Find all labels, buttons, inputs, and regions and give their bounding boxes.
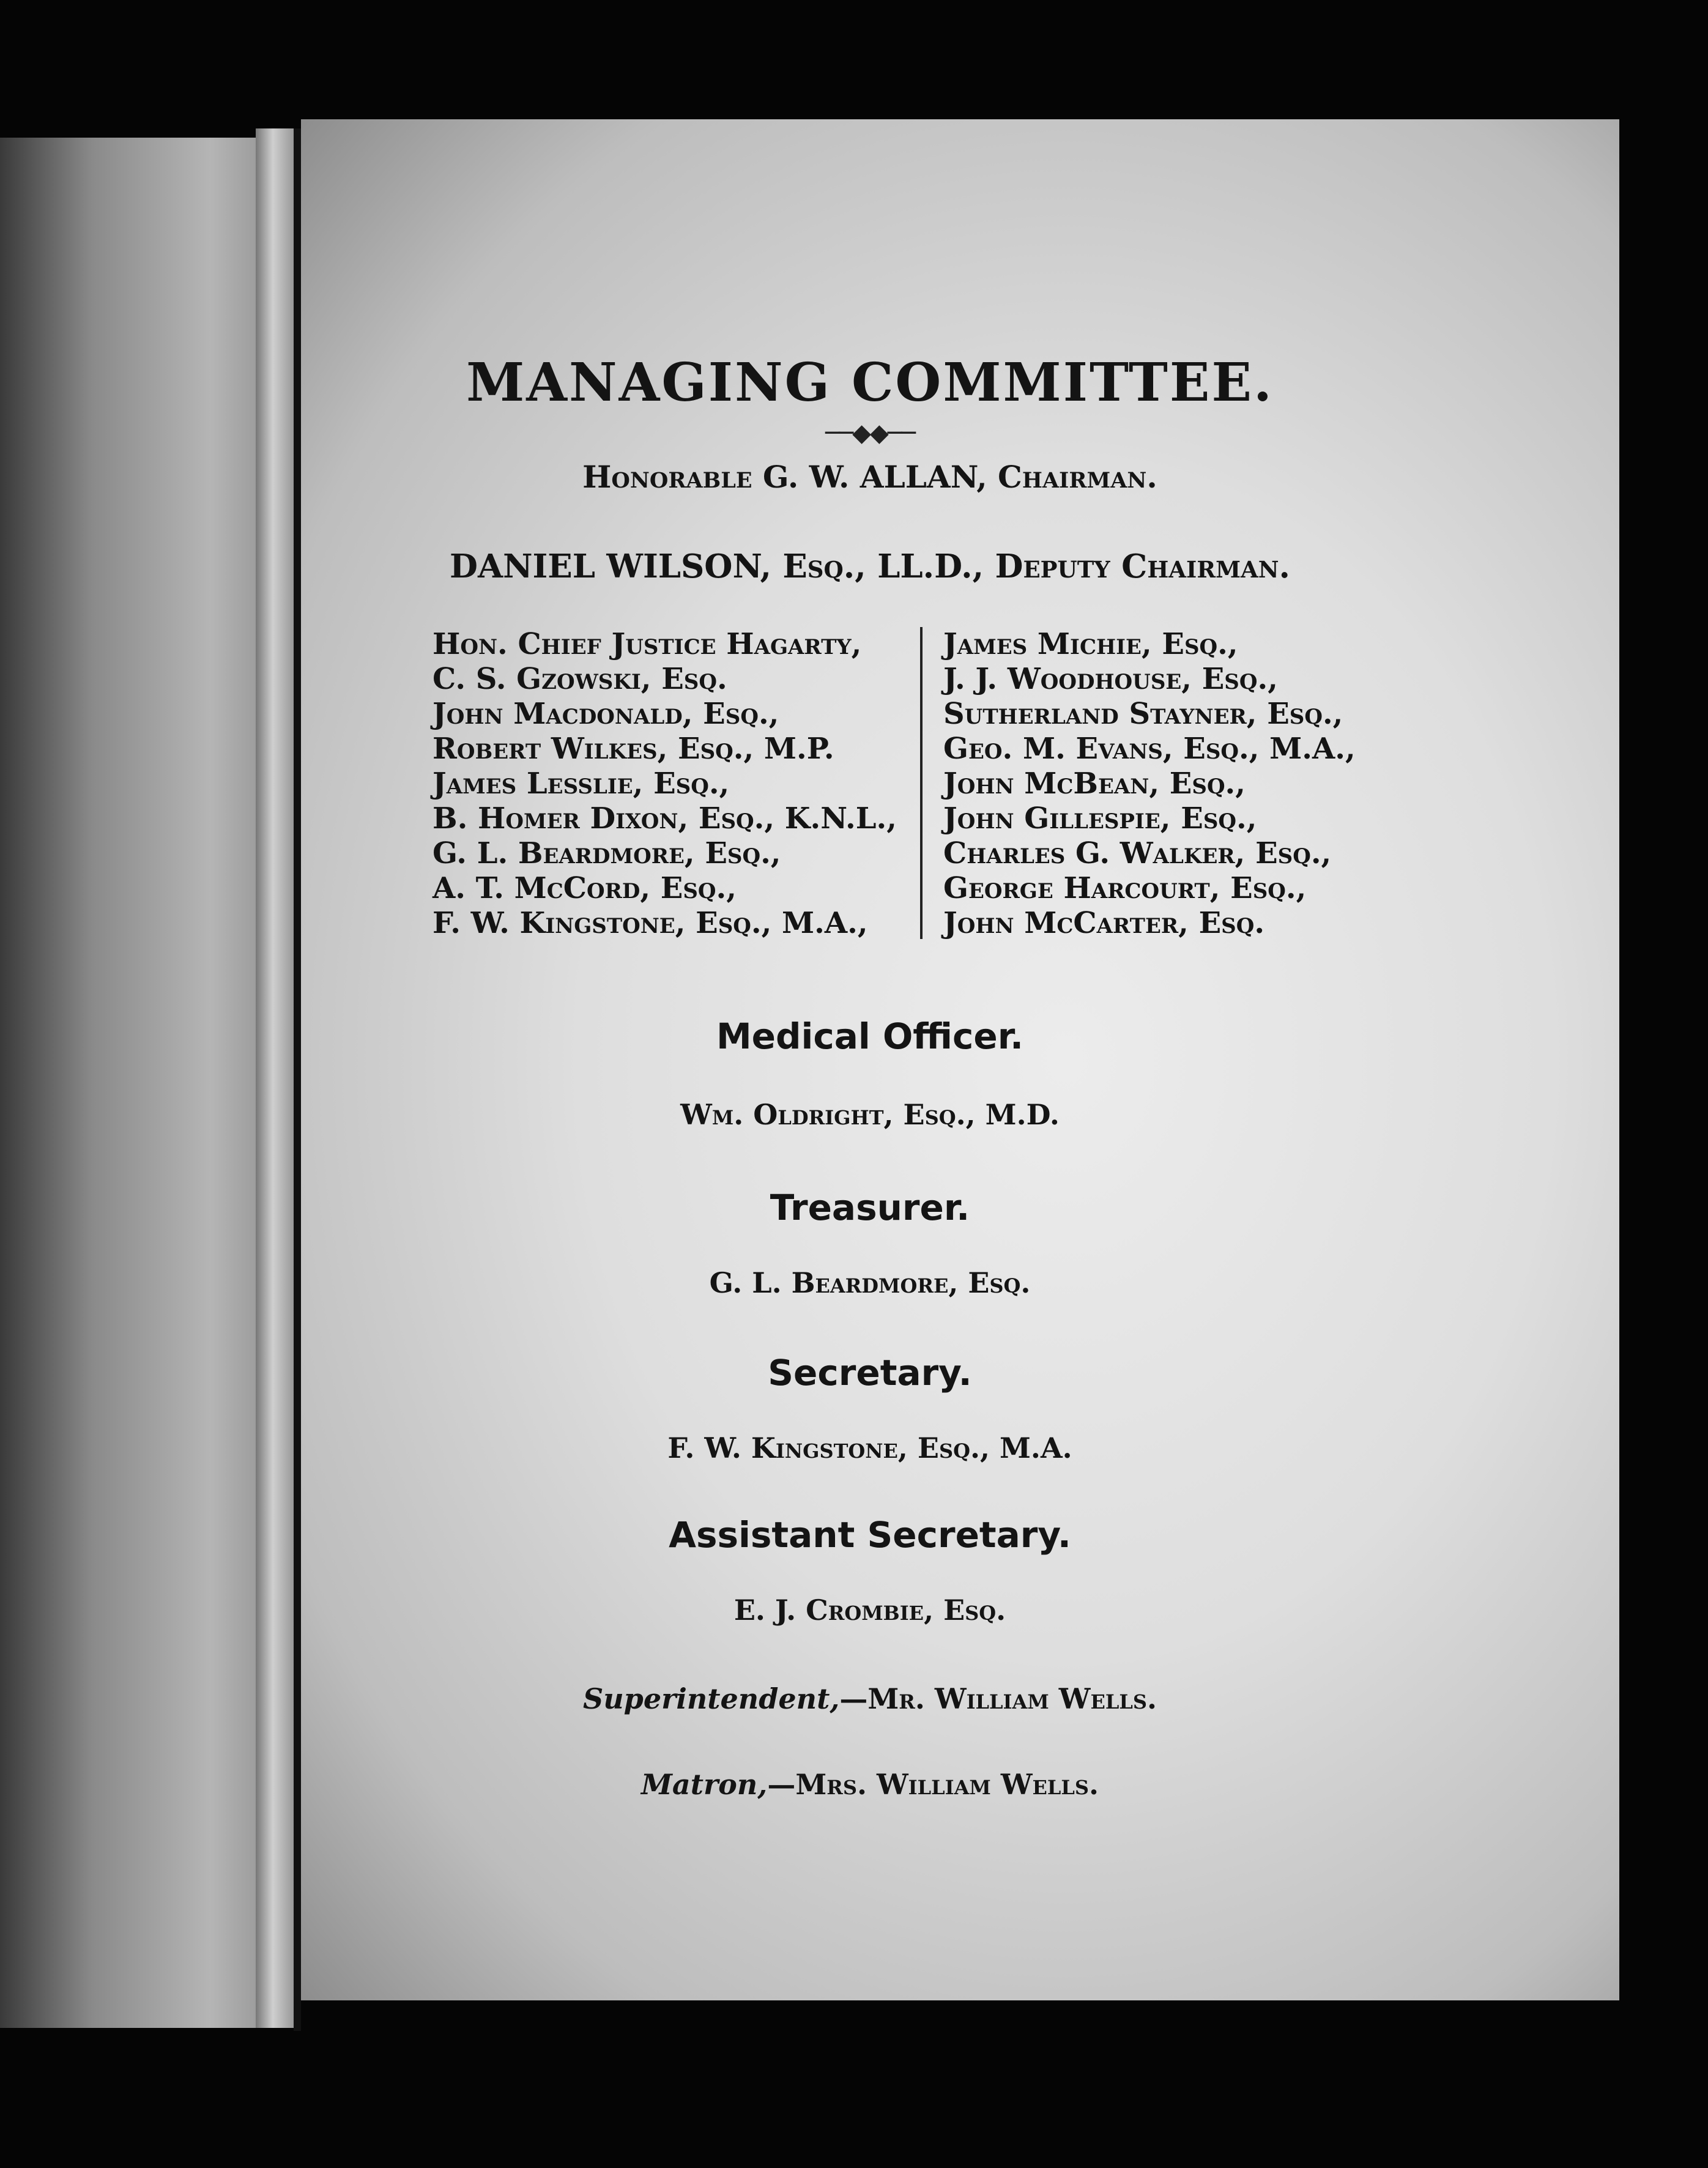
medical-officer-name: Wm. Oldright, Esq., M.D. bbox=[680, 1098, 1060, 1131]
committee-member: Geo. M. Evans, Esq., M.A., bbox=[943, 732, 1356, 766]
committee-member: B. Homer Dixon, Esq., K.N.L., bbox=[433, 801, 897, 836]
committee-member: A. T. McCord, Esq., bbox=[433, 871, 737, 905]
superintendent-role: Superintendent, bbox=[583, 1682, 840, 1715]
committee-member: George Harcourt, Esq., bbox=[943, 871, 1307, 905]
chairman-line: Honorable G. W. ALLAN, Chairman. bbox=[582, 459, 1157, 495]
deputy-chairman-line: DANIEL WILSON, Esq., LL.D., Deputy Chairman. bbox=[449, 548, 1291, 585]
committee-member: John Gillespie, Esq., bbox=[943, 801, 1257, 836]
page-content bbox=[301, 119, 1619, 2000]
committee-member: John Macdonald, Esq., bbox=[433, 697, 779, 731]
superintendent-line bbox=[301, 1682, 1439, 1715]
superintendent-name: —Mr. William Wells. bbox=[839, 1682, 1157, 1715]
book-spine bbox=[294, 128, 301, 2031]
committee-list-left bbox=[433, 627, 897, 941]
assistant-secretary-name: E. J. Crombie, Esq. bbox=[733, 1594, 1006, 1627]
committee-member: James Lesslie, Esq., bbox=[433, 767, 730, 801]
committee-member: Hon. Chief Justice Hagarty, bbox=[433, 627, 862, 661]
committee-member: G. L. Beardmore, Esq., bbox=[433, 836, 781, 871]
page-title: MANAGING COMMITTEE. bbox=[466, 352, 1274, 414]
column-divider bbox=[920, 627, 923, 939]
committee-list-right bbox=[943, 627, 1356, 941]
committee-member: John McBean, Esq., bbox=[943, 767, 1246, 801]
treasurer-heading: Treasurer. bbox=[770, 1187, 970, 1228]
committee-member: James Michie, Esq., bbox=[943, 627, 1238, 661]
matron-role: Matron, bbox=[640, 1768, 768, 1801]
title-ornament: ──◆◆── bbox=[825, 419, 915, 447]
committee-member: Charles G. Walker, Esq., bbox=[943, 836, 1332, 871]
committee-member: F. W. Kingstone, Esq., M.A., bbox=[433, 906, 868, 940]
committee-member: Robert Wilkes, Esq., M.P. bbox=[433, 732, 834, 766]
secretary-heading: Secretary. bbox=[768, 1352, 972, 1394]
committee-member: J. J. Woodhouse, Esq., bbox=[943, 662, 1278, 696]
committee-member: C. S. Gzowski, Esq. bbox=[433, 662, 727, 696]
left-page bbox=[0, 138, 263, 2028]
page-gutter bbox=[256, 128, 299, 2028]
medical-officer-heading: Medical Officer. bbox=[716, 1015, 1024, 1057]
committee-member: Sutherland Stayner, Esq., bbox=[943, 697, 1343, 731]
matron-name: —Mrs. William Wells. bbox=[767, 1768, 1099, 1801]
committee-member: John McCarter, Esq. bbox=[943, 906, 1265, 940]
secretary-name: F. W. Kingstone, Esq., M.A. bbox=[667, 1431, 1072, 1465]
matron-line bbox=[301, 1768, 1439, 1801]
assistant-secretary-heading: Assistant Secretary. bbox=[669, 1514, 1071, 1556]
treasurer-name: G. L. Beardmore, Esq. bbox=[709, 1266, 1031, 1299]
